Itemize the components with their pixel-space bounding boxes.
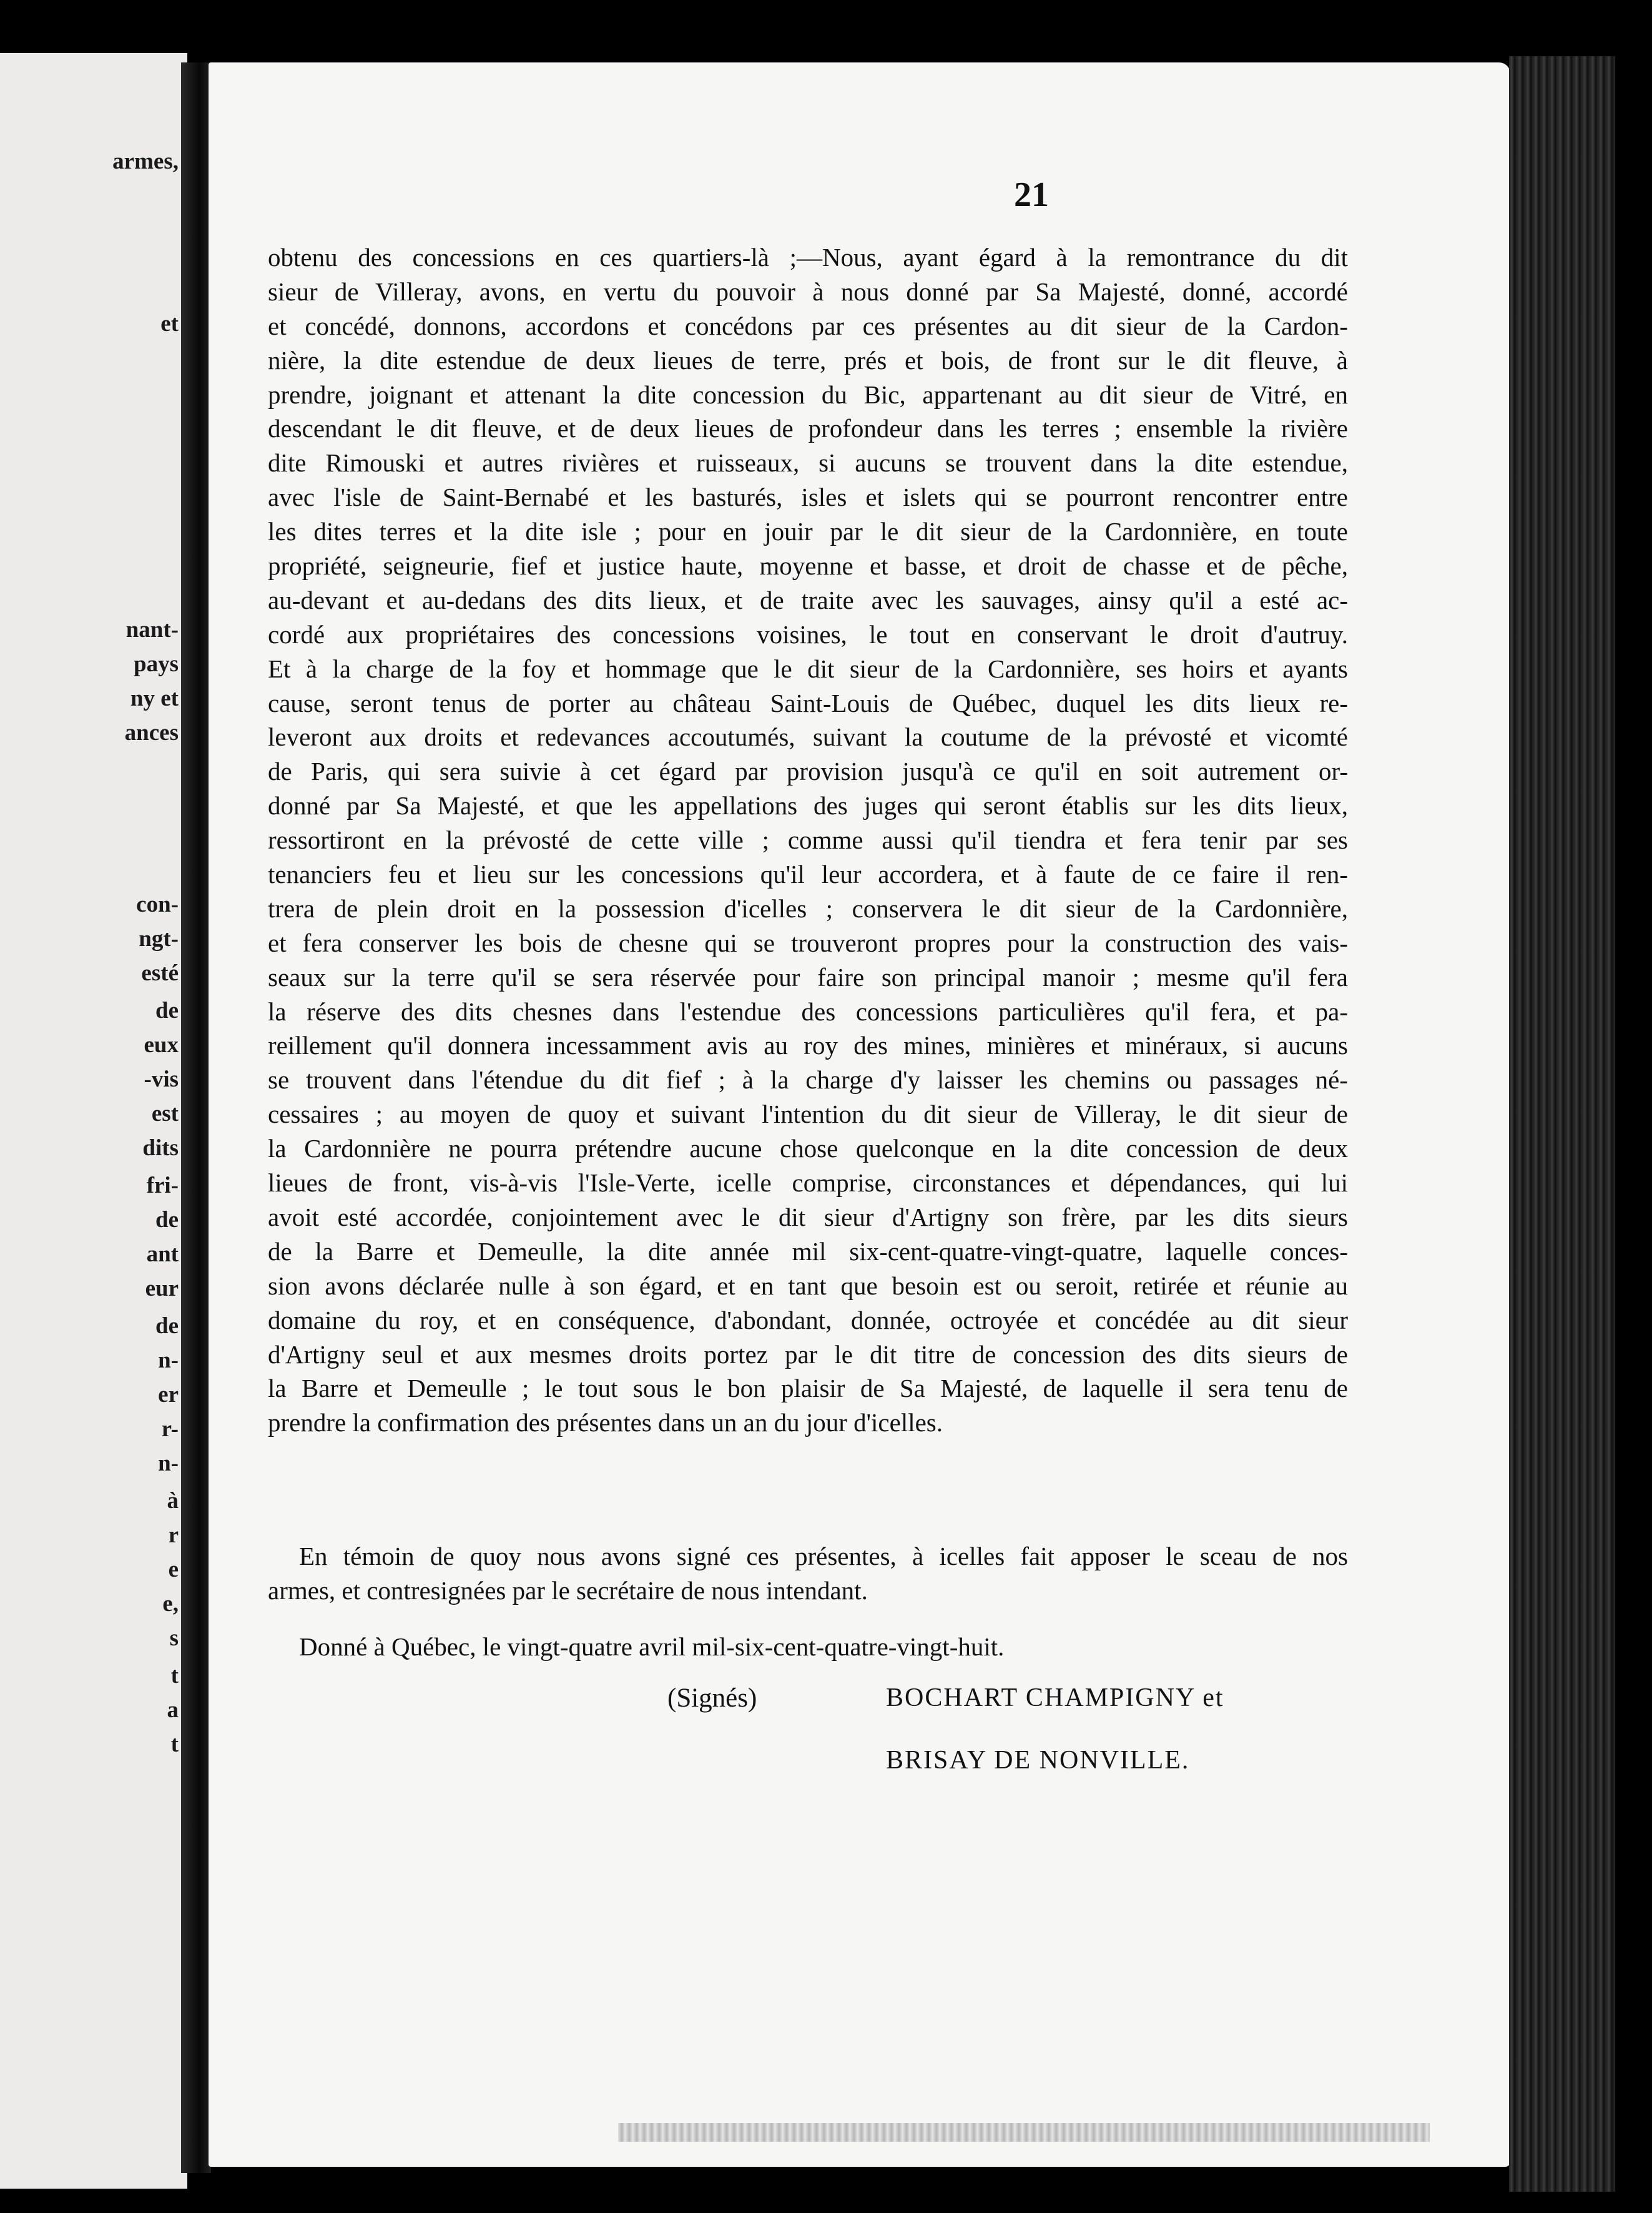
page-bottom-edge [618,2123,1430,2142]
book-gutter [181,62,211,2173]
left-page-fragment: a [167,1697,179,1723]
left-page-fragment: armes, [112,149,179,174]
page-number: 21 [1014,175,1049,214]
page-block-edge [1509,56,1615,2192]
body-line: leveront aux droits et redevances accoutumés, suivant la coutume de la prévosté et vicomté [268,722,1348,752]
body-line: sion avons déclarée nulle à son égard, et en tant que besoin est ou seroit, retirée et réunie au [268,1271,1348,1300]
left-page-fragment: nant- [125,617,179,643]
body-line: cessaires ; au moyen de quoy et suivant l'intention du dit sieur de Villeray, le dit sieur de [268,1100,1348,1129]
left-page-fragment: s [169,1625,179,1651]
donne-paragraph [268,1630,1348,1664]
body-line: prendre, joignant et attenant la dite concession du Bic, appartenant au dit sieur de Vitré, en [268,380,1348,409]
body-line: la réserve des dits chesnes dans l'estendue des concessions particulières qu'il fera, et pa- [268,997,1348,1026]
body-line: domaine du roy, et en conséquence, d'abondant, donnée, octroyée et concédée au dit sieur [268,1305,1348,1334]
left-page-fragment: ngt- [139,926,179,952]
signature-label: (Signés) [667,1683,757,1713]
body-line: d'Artigny seul et aux mesmes droits portez par le dit titre de concession des dits sieurs de [268,1339,1348,1369]
body-line: la Cardonnière ne pourra prétendre aucune chose quelconque en la dite concession de deux [268,1134,1348,1163]
left-page-fragment: et [160,311,179,337]
body-line: et fera conserver les bois de chesne qui se trouveront propres pour la construction des vais- [268,928,1348,957]
left-page-fragment: eur [145,1276,179,1301]
body-line: trera de plein droit en la possession d'icelles ; conservera le dit sieur de la Cardonnière, [268,894,1348,923]
body-line: nière, la dite estendue de deux lieues de terre, prés et bois, de front sur le dit fleuve, à [268,345,1348,375]
body-line: la Barre et Demeulle ; le tout sous le bon plaisir de Sa Majesté, de laquelle il sera tenu de [268,1374,1348,1403]
signature-name-champigny: BOCHART CHAMPIGNY et [886,1683,1224,1712]
left-page-fragment: ny et [130,686,179,711]
body-line: les dites terres et la dite isle ; pour en jouir par le dit sieur de la Cardonnière, en toute [268,517,1348,546]
body-line: cause, seront tenus de porter au château Saint-Louis de Québec, duquel les dits lieux re- [268,688,1348,717]
left-page-fragment: r [168,1522,179,1548]
body-line: et concédé, donnons, accordons et concédons par ces présentes au dit sieur de la Cardon- [268,311,1348,340]
body-line: propriété, seigneurie, fief et justice haute, moyenne et basse, et droit de chasse et de pêche, [268,551,1348,581]
right-page [209,62,1510,2167]
body-line: reillement qu'il donnera incessamment avis au roy des mines, minières et minéraux, si aucuns [268,1031,1348,1060]
body-line: de Paris, qui sera suivie à cet égard par provision jusqu'à ce qu'il en soit autrement or- [268,757,1348,786]
body-line: donné par Sa Majesté, et que les appellations des juges qui seront établis sur les dits lieux, [268,791,1348,821]
left-page-fragment: n- [158,1451,179,1476]
left-page-fragment: de [155,1313,179,1339]
left-facing-page [0,53,187,2189]
left-page-fragment: t [170,1663,179,1688]
left-page-fragment: e [168,1557,179,1582]
temoin-line: armes, et contresignées par le secrétaire de nous intendant. [268,1575,868,1605]
body-line: ressortiront en la prévosté de cette ville ; comme aussi qu'il tiendra et fera tenir par ses [268,826,1348,855]
body-line: se trouvent dans l'étendue du dit fief ; à la charge d'y laisser les chemins ou passages né- [268,1065,1348,1095]
left-page-fragment: t [170,1732,179,1757]
body-line: tenanciers feu et lieu sur les concessions qu'il leur accordera, et à faute de ce faire il ren- [268,860,1348,889]
donne-line: Donné à Québec, le vingt-quatre avril mil-six-cent-quatre-vingt-huit. [299,1632,1005,1661]
temoin-line: En témoin de quoy nous avons signé ces présentes, à icelles fait apposer le sceau de nos [299,1542,1348,1570]
body-line: cordé aux propriétaires des concessions voisines, le tout en conservant le droit d'autruy. [268,619,1348,649]
body-line: descendant le dit fleuve, et de deux lieues de profondeur dans les terres ; ensemble la rivière [268,414,1348,443]
left-page-fragment: e, [162,1591,179,1617]
left-page-fragment: fri- [146,1173,179,1198]
left-page-fragment: de [155,1207,179,1233]
left-page-fragment: esté [141,960,179,986]
left-page-fragment: n- [158,1348,179,1373]
left-page-fragment: pays [134,651,179,677]
body-line: de la Barre et Demeulle, la dite année mil six-cent-quatre-vingt-quatre, laquelle conces- [268,1236,1348,1266]
left-page-fragment: ant [146,1241,179,1267]
left-page-fragment: ances [124,720,179,746]
left-page-fragment: -vis [144,1067,179,1092]
concession-body-text [268,240,1348,1440]
body-line: lieues de front, vis-à-vis l'Isle-Verte, icelle comprise, circonstances et dépendances, qui lui [268,1168,1348,1198]
left-page-fragment: r- [161,1416,179,1442]
body-line: seaux sur la terre qu'il se sera réservée pour faire son principal manoir ; mesme qu'il fera [268,962,1348,992]
signature-name-nonville: BRISAY DE NONVILLE. [886,1746,1190,1775]
body-line: avec l'isle de Saint-Bernabé et les basturés, isles et islets qui se pourront rencontrer entre [268,483,1348,512]
left-page-fragment: à [167,1488,179,1514]
body-line: sieur de Villeray, avons, en vertu du pouvoir à nous donné par Sa Majesté, donné, accordé [268,277,1348,306]
left-page-fragment: dits [142,1135,179,1161]
body-line: obtenu des concessions en ces quartiers-là ;—Nous, ayant égard à la remontrance du dit [268,243,1348,272]
body-line: Et à la charge de la foy et hommage que le dit sieur de la Cardonnière, ses hoirs et ayants [268,654,1348,683]
body-line: au-devant et au-dedans des dits lieux, et de traite avec les sauvages, ainsy qu'il a esté ac- [268,585,1348,614]
left-page-fragment: eux [144,1032,179,1058]
left-page-fragment: con- [136,892,179,917]
body-line: prendre la confirmation des présentes dans un an du jour d'icelles. [268,1408,943,1437]
left-page-fragment: er [158,1382,179,1407]
left-page-fragment: de [155,998,179,1023]
temoin-paragraph [268,1539,1348,1608]
body-line: avoit esté accordée, conjointement avec le dit sieur d'Artigny son frère, par les dits sieurs [268,1202,1348,1231]
body-line: dite Rimouski et autres rivières et ruisseaux, si aucuns se trouvent dans la dite estendue, [268,448,1348,478]
left-page-fragment: est [151,1101,179,1126]
